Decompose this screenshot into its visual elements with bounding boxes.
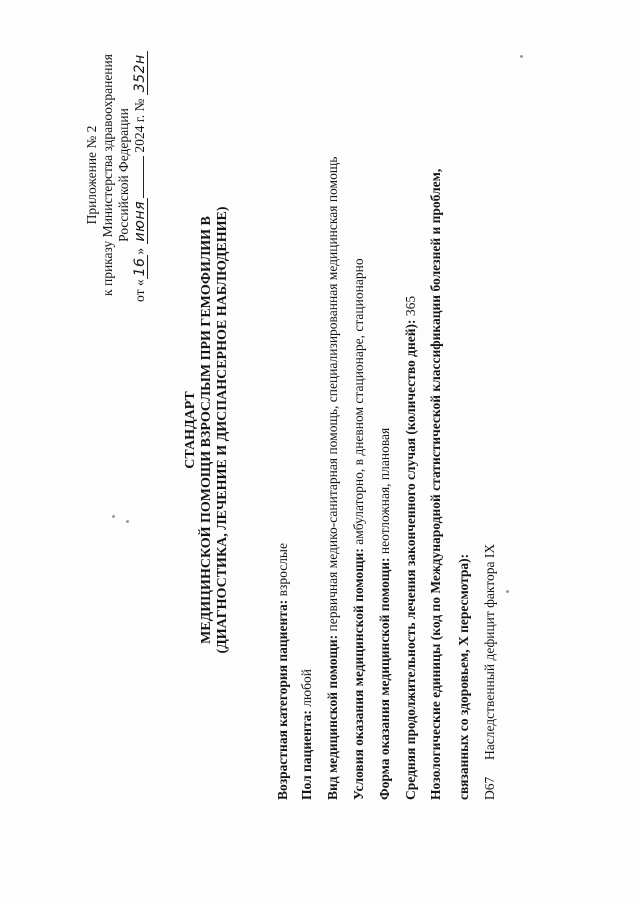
- field-label: Условия оказания медицинской помощи:: [351, 548, 366, 800]
- field-nosology-continued: [456, 554, 472, 800]
- field-label: Средняя продолжительность лечения законченного случая (количество дней):: [403, 319, 418, 800]
- diagnosis-name: Наследственный дефицит фактора IX: [482, 543, 497, 760]
- date-prefix: от «: [132, 279, 147, 302]
- field-value: первичная медико-санитарная помощь, специализированная медицинская помощь: [325, 156, 340, 632]
- field-conditions: [351, 258, 367, 800]
- document-title: [183, 170, 231, 690]
- order-date-line: [132, 40, 148, 310]
- scan-speck: [520, 55, 523, 58]
- scan-speck: [506, 590, 509, 593]
- field-value: взрослые: [275, 543, 290, 597]
- field-label: Форма оказания медицинской помощи:: [377, 557, 392, 800]
- appendix-number: Приложение № 2: [84, 125, 99, 225]
- field-label: Нозологические единицы (код по Международной статистической классификации болезней и проблем,: [428, 168, 443, 800]
- order-reference: к приказу Министерства здравоохранения: [100, 54, 115, 296]
- title-line-3: (ДИАГНОСТИКА, ЛЕЧЕНИЕ И ДИСПАНСЕРНОЕ НАБЛЮДЕНИЕ): [215, 206, 230, 654]
- scan-speck: [112, 515, 115, 518]
- scan-speck: [126, 520, 129, 523]
- field-label: Вид медицинской помощи:: [325, 634, 340, 800]
- handwritten-month: июня: [133, 198, 148, 244]
- diagnosis-code: D67: [482, 776, 497, 800]
- approval-block: [84, 40, 148, 310]
- field-care-type: [325, 157, 341, 800]
- field-form: [377, 428, 393, 800]
- diagnosis-row: [482, 544, 498, 800]
- field-nosology: [428, 169, 444, 800]
- date-underline: [143, 156, 144, 198]
- field-label: Пол пациента:: [299, 710, 314, 800]
- handwritten-order-number: 352н: [133, 51, 148, 95]
- field-duration: [403, 296, 419, 800]
- country-name: Российской Федерации: [116, 108, 131, 242]
- order-year: 2024 г. №: [132, 98, 147, 153]
- field-age: [275, 543, 291, 800]
- field-sex: [299, 669, 315, 800]
- title-line-2: МЕДИЦИНСКОЙ ПОМОЩИ ВЗРОСЛЫМ ПРИ ГЕМОФИЛИИ В: [199, 216, 214, 644]
- handwritten-day: 16: [133, 255, 148, 280]
- date-quote-close: »: [132, 247, 147, 255]
- field-value: неотложная, плановая: [377, 427, 392, 555]
- field-value: любой: [299, 669, 314, 707]
- field-value: 365: [403, 295, 418, 317]
- field-label: связанных со здоровьем, X пересмотра):: [456, 553, 471, 800]
- title-line-1: СТАНДАРТ: [183, 391, 198, 469]
- field-label: Возрастная категория пациента:: [275, 599, 290, 800]
- field-value: амбулаторно, в дневном стационаре, стационарно: [351, 258, 366, 545]
